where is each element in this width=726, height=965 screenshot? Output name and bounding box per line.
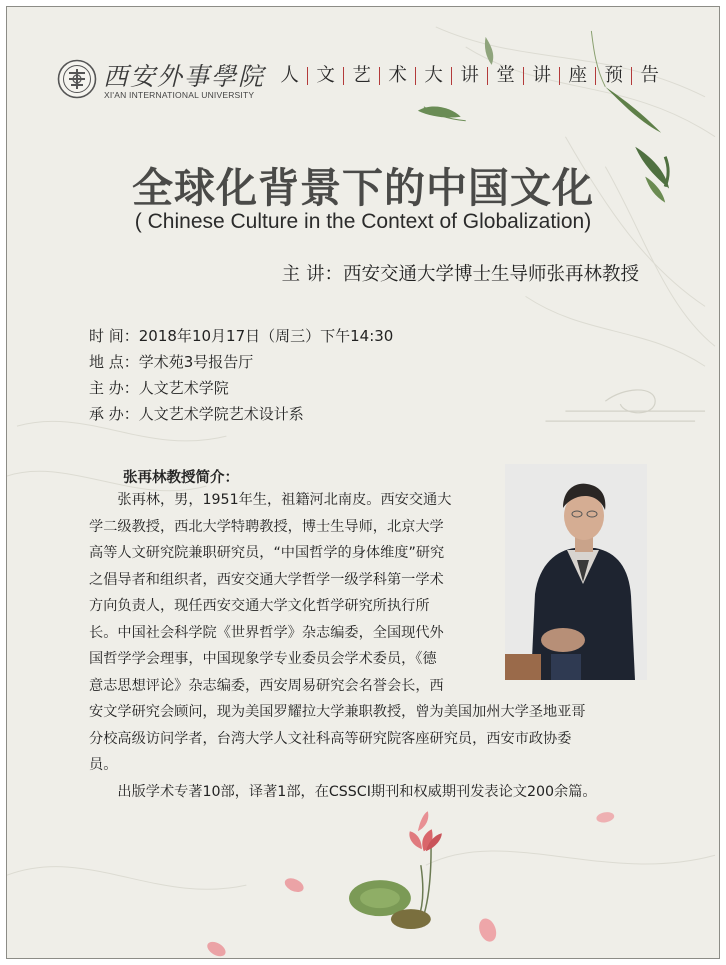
series-char: 大 xyxy=(424,65,443,86)
series-char: 座 xyxy=(568,65,587,86)
bio-text xyxy=(89,487,637,805)
event-organizer: 承 办：人文艺术学院艺术设计系 xyxy=(89,405,304,423)
bio-line: 长。中国社会科学院《世界哲学》杂志编委，全国现代外 xyxy=(89,624,444,641)
bio-line: 高等人文研究院兼职研究员，“中国哲学的身体维度”研究 xyxy=(89,545,445,561)
bio-line: 方向负责人，现任西安交通大学文化哲学研究所执行所 xyxy=(89,598,430,614)
bio-line: 员。 xyxy=(89,757,118,773)
university-emblem-icon xyxy=(57,59,97,99)
bio-line: 国哲学学会理事，中国现象学专业委员会学术委员，《德 xyxy=(89,651,437,667)
bio-line: 意志思想评论》杂志编委，西安周易研究会名誉会长，西 xyxy=(89,677,444,694)
event-time: 时 间：2018年10月17日（周三）下午14:30 xyxy=(89,327,394,345)
bio-line: 之倡导者和组织者，西安交通大学哲学一级学科第一学术 xyxy=(89,571,444,588)
lecture-title: 全球化背景下的中国文化 xyxy=(132,164,594,212)
university-name-cn: 西安外事學院 xyxy=(103,62,266,91)
event-place: 地 点：学术苑3号报告厅 xyxy=(89,353,254,371)
bio-line: 分校高级访问学者，台湾大学人文社科高等研究院客座研究员，西安市政协委 xyxy=(89,730,572,747)
series-char: 人 xyxy=(280,65,299,86)
bio-heading: 张再林教授简介： xyxy=(123,470,239,486)
bio-line: 学二级教授，西北大学特聘教授，博士生导师，北京大学 xyxy=(89,518,444,535)
series-char: 术 xyxy=(388,65,407,86)
bio-line: 出版学术专著10部，译著1部，在CSSCI期刊和权威期刊发表论文200余篇。 xyxy=(89,783,597,800)
poster xyxy=(6,6,720,959)
bio-line: 安文学研究会顾问，现为美国罗耀拉大学兼职教授，曾为美国加州大学圣地亚哥 xyxy=(89,704,586,720)
bio-line: 张再林，男，1951年生，祖籍河北南皮。西安交通大 xyxy=(89,492,452,508)
series-char: 预 xyxy=(604,65,623,86)
series-char: 堂 xyxy=(496,65,515,86)
university-name-en: XI'AN INTERNATIONAL UNIVERSITY xyxy=(104,90,255,100)
series-char: 讲 xyxy=(460,65,479,86)
series-char: 艺 xyxy=(352,65,371,86)
lecture-series-label xyxy=(272,65,667,87)
series-char: 讲 xyxy=(532,65,551,86)
lecture-subtitle: ( Chinese Culture in the Context of Globalization) xyxy=(134,210,592,233)
university-logo xyxy=(57,57,287,105)
speaker-line: 主 讲：西安交通大学博士生导师张再林教授 xyxy=(281,264,639,285)
series-char: 文 xyxy=(316,65,335,86)
event-info xyxy=(89,323,393,427)
event-host: 主 办：人文艺术学院 xyxy=(89,379,229,397)
series-char: 告 xyxy=(640,65,659,86)
